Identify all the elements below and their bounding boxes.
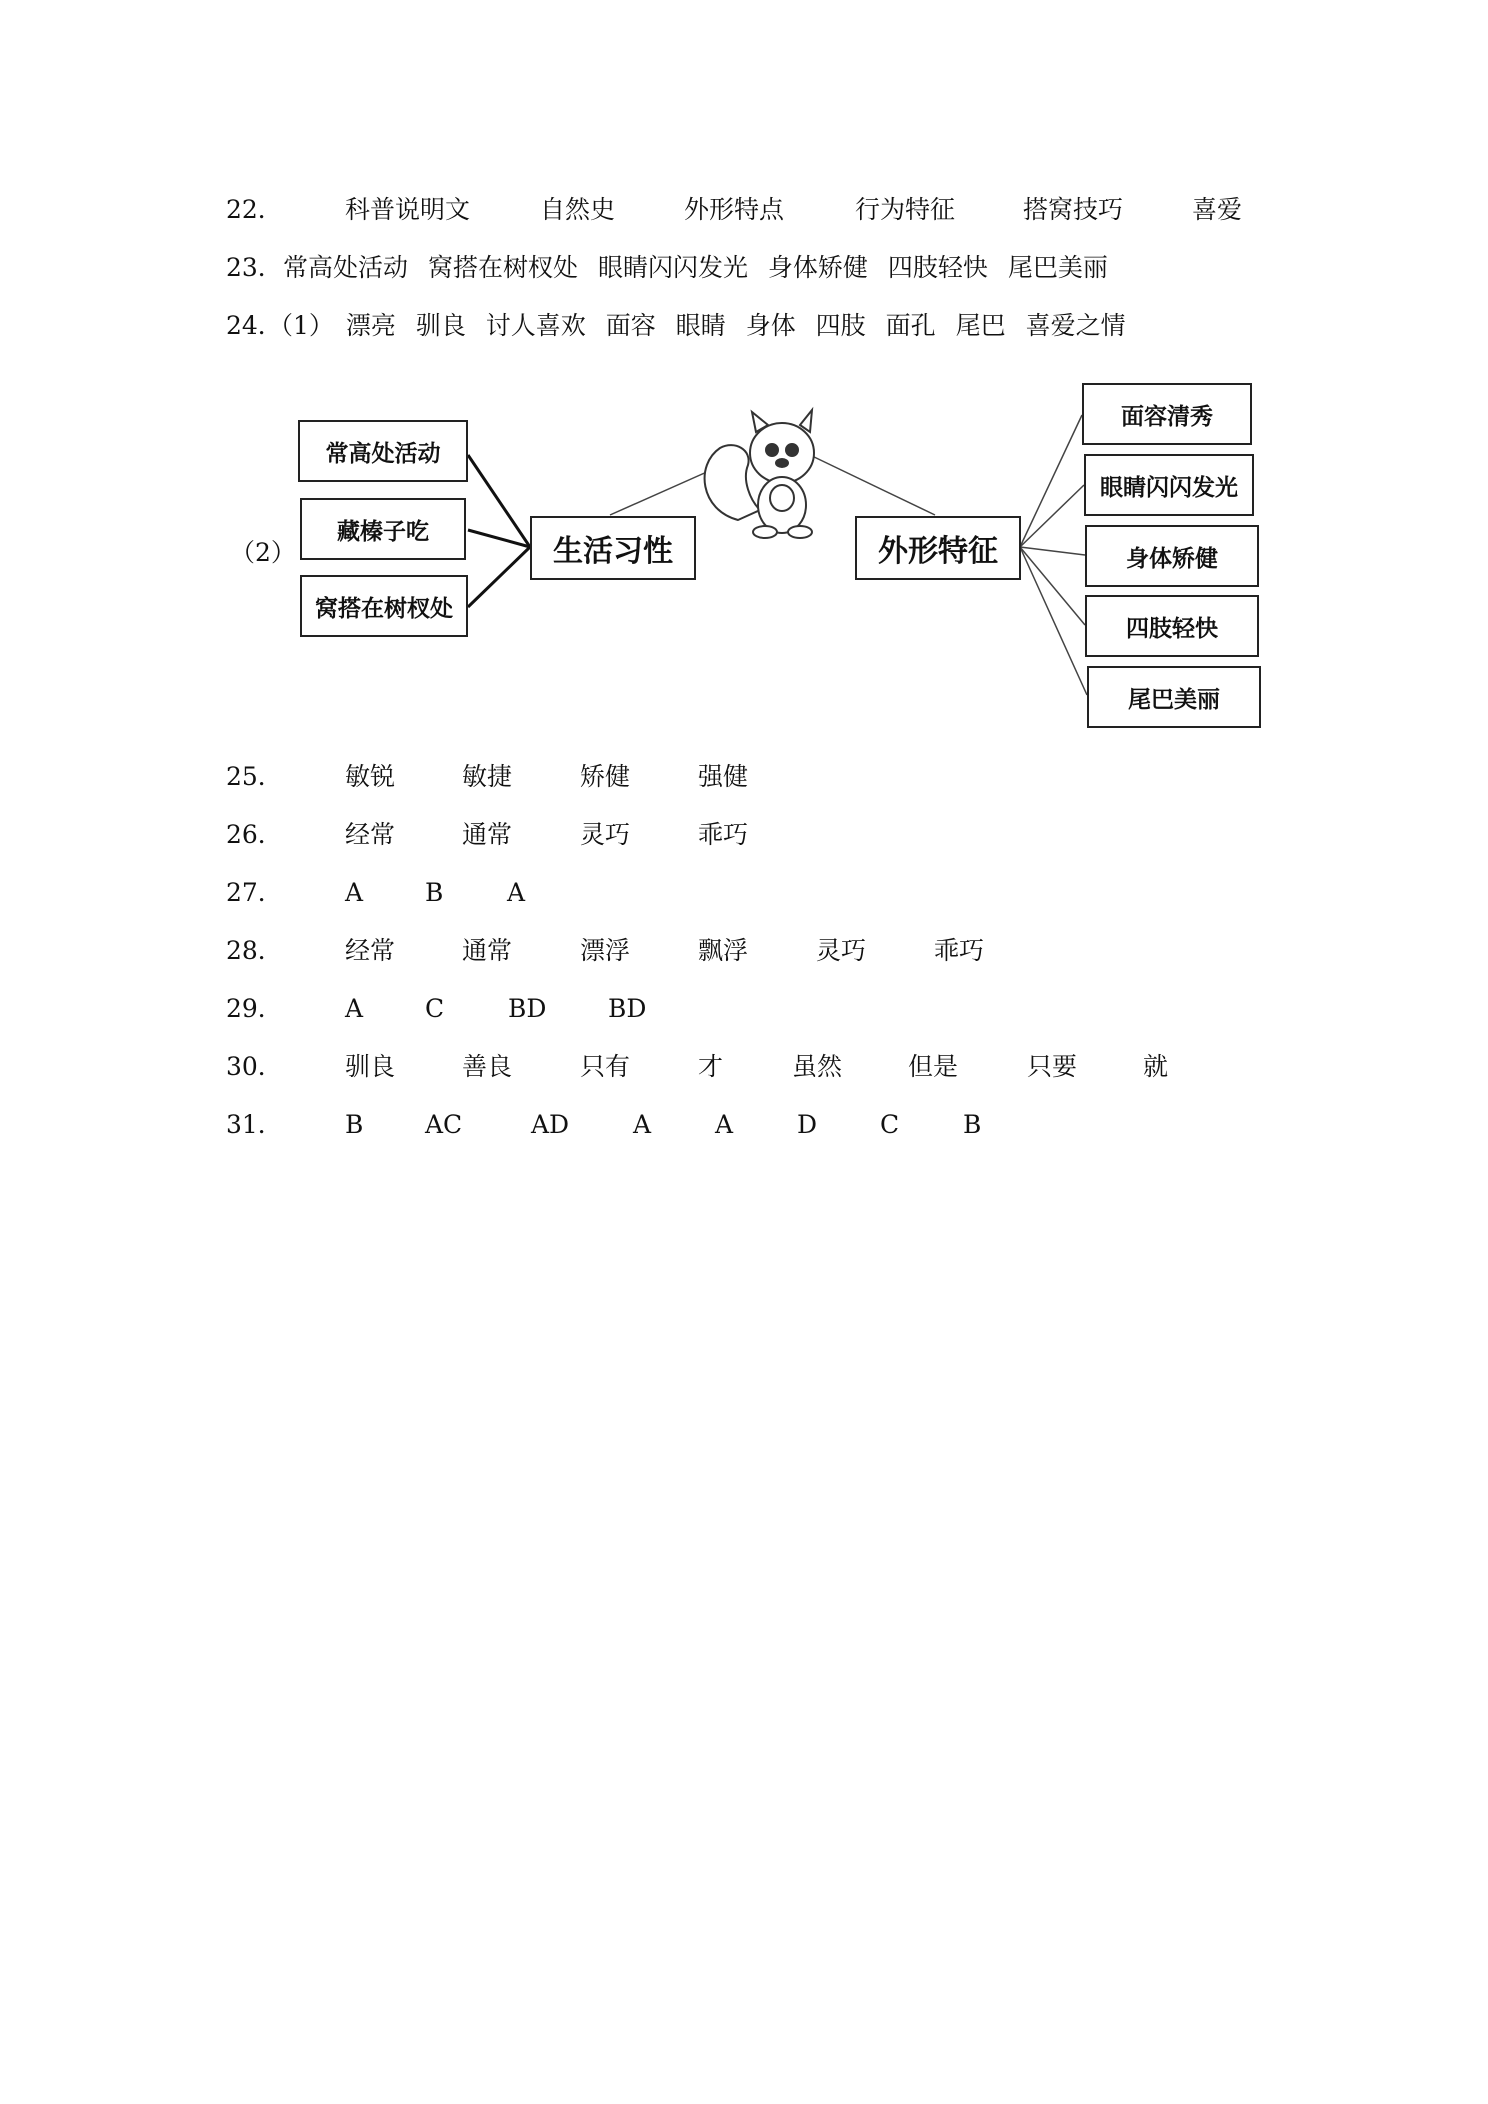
answer: 通常 [462,820,513,849]
answer: 灵巧 [580,820,631,849]
answer: 强健 [698,762,749,791]
question-number: 23． [226,253,283,282]
answer: A [633,1110,652,1139]
answer: 漂浮 [580,936,631,965]
answer: 驯良 [415,311,466,340]
squirrel-illustration [705,410,814,538]
answer: 讨人喜欢 [485,311,586,340]
question-number: 31． [226,1110,283,1139]
question-number: 26． [226,820,283,849]
answer: 乖巧 [698,820,749,849]
diagram-hub-appearance: 外形特征 [855,516,1021,580]
answer: B [963,1110,982,1139]
answer: 常高处活动 [283,253,409,282]
answer: 灵巧 [816,936,867,965]
answer: 眼睛闪闪发光 [597,253,748,282]
diagram-item-left: 窝搭在树杈处 [300,575,468,637]
answer: 只要 [1027,1052,1078,1081]
answer: D [797,1110,818,1139]
answer: 四肢 [815,311,866,340]
answer: 驯良 [345,1052,396,1081]
answer: AD [531,1110,570,1139]
answer: 行为特征 [855,195,956,224]
part-label: （1） [268,311,334,340]
diagram-item-right: 面容清秀 [1082,383,1252,445]
answer: 敏捷 [462,762,513,791]
answer: 面容 [605,311,656,340]
diagram-item-right: 四肢轻快 [1085,595,1259,657]
answer: C [880,1110,900,1139]
answer: B [345,1110,364,1139]
question-number: 24． [226,311,283,340]
answer: BD [608,994,647,1023]
answer: 面孔 [885,311,936,340]
question-number: 25． [226,762,283,791]
answer: 科普说明文 [345,195,471,224]
answer: 喜爱之情 [1025,311,1126,340]
answer: C [425,994,445,1023]
question-number: 30． [226,1052,283,1081]
answer: AC [425,1110,463,1139]
answer: 自然史 [540,195,616,224]
answer: 喜爱 [1192,195,1243,224]
answer: 飘浮 [698,936,749,965]
diagram-item-right: 眼睛闪闪发光 [1084,454,1254,516]
answer: 善良 [462,1052,513,1081]
question-number: 29． [226,994,283,1023]
answer: 眼睛 [675,311,726,340]
diagram-hub-habits: 生活习性 [530,516,696,580]
answer: 但是 [908,1052,959,1081]
answer: A [345,994,364,1023]
answer: 身体 [745,311,796,340]
answer: BD [508,994,547,1023]
answer: 矫健 [580,762,631,791]
answer: A [345,878,364,907]
answer: 身体矫健 [767,253,868,282]
diagram-item-left: 常高处活动 [298,420,468,482]
question-number: 27． [226,878,283,907]
answer: 经常 [345,820,396,849]
answer: 四肢轻快 [887,253,988,282]
answer: A [715,1110,734,1139]
answer: 搭窝技巧 [1023,195,1124,224]
question-number: 28． [226,936,283,965]
part-label: （2） [230,538,296,567]
answer-list [283,248,1120,288]
answer: 尾巴美丽 [1007,253,1108,282]
answer: 漂亮 [345,311,396,340]
answer: 通常 [462,936,513,965]
answer: 乖巧 [934,936,985,965]
answer: A [507,878,526,907]
answer-list [268,306,1138,346]
diagram-item-right: 身体矫健 [1085,525,1259,587]
answer: 只有 [580,1052,631,1081]
mind-map-diagram [290,370,1270,740]
answer: 才 [698,1052,724,1081]
answer: 就 [1143,1052,1169,1081]
answer: 外形特点 [684,195,785,224]
answer: 窝搭在树杈处 [427,253,578,282]
answer: 敏锐 [345,762,396,791]
answer: 尾巴 [955,311,1006,340]
diagram-item-left: 藏榛子吃 [300,498,466,560]
answer: 虽然 [792,1052,843,1081]
diagram-item-right: 尾巴美丽 [1087,666,1261,728]
answer: B [425,878,444,907]
question-number: 22． [226,195,283,224]
answer: 经常 [345,936,396,965]
